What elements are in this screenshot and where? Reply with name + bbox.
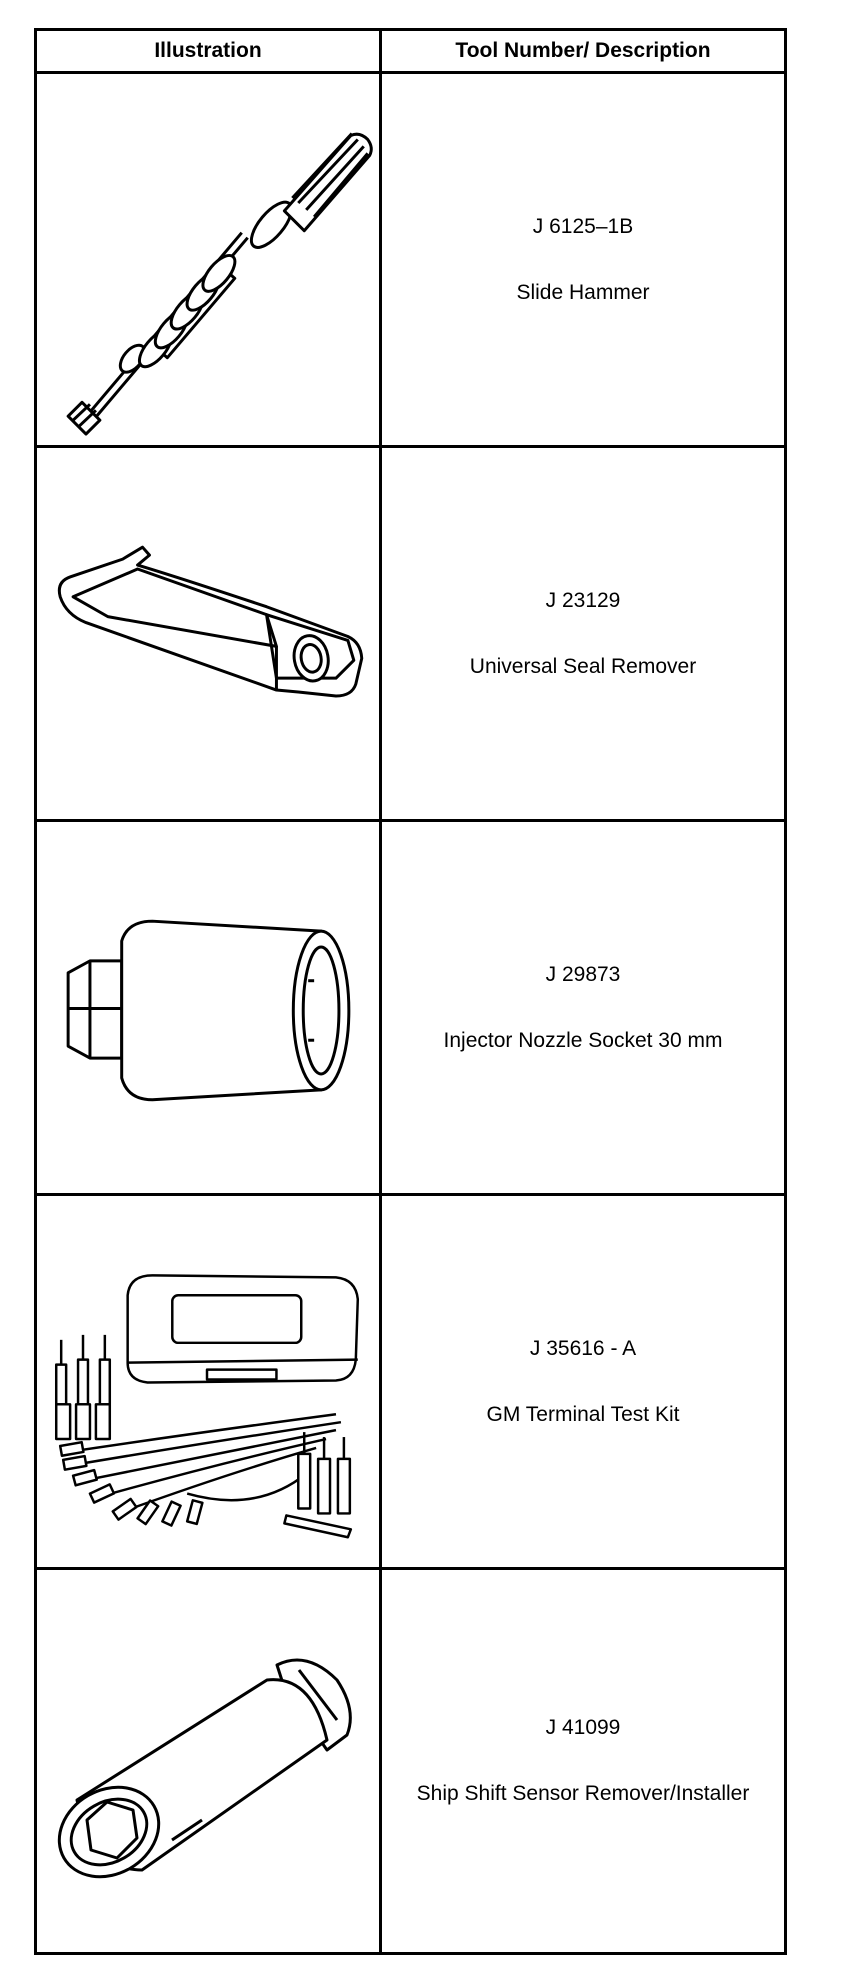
tool-description-cell	[382, 822, 784, 1193]
tool-number: J 6125–1B	[532, 214, 634, 238]
table-row	[37, 1196, 784, 1570]
tool-description: Slide Hammer	[516, 280, 650, 304]
tool-description-cell	[382, 448, 784, 819]
tool-description: GM Terminal Test Kit	[486, 1402, 680, 1426]
table-row	[37, 74, 784, 448]
tool-number: J 41099	[545, 1716, 621, 1739]
tool-description: Universal Seal Remover	[469, 654, 697, 678]
tool-description: Ship Shift Sensor Remover/Installer	[416, 1782, 750, 1805]
terminal-test-kit-icon	[37, 1196, 379, 1567]
shift-sensor-socket-icon	[37, 1570, 379, 1952]
header-tool-number-description: Tool Number/ Description	[455, 39, 711, 62]
header-illustration: Illustration	[154, 39, 262, 62]
tool-number: J 23129	[545, 588, 621, 612]
tool-description-cell	[382, 74, 784, 445]
tool-description-cell	[382, 1570, 784, 1952]
nozzle-socket-icon	[37, 822, 379, 1193]
table-row	[37, 448, 784, 822]
table-row	[37, 1570, 784, 1952]
seal-remover-icon	[37, 448, 379, 819]
tool-description: Injector Nozzle Socket 30 mm	[443, 1028, 723, 1052]
slide-hammer-icon	[37, 74, 379, 445]
tool-table	[34, 28, 787, 1955]
tool-number: J 29873	[545, 962, 621, 986]
tool-number: J 35616 - A	[529, 1336, 637, 1360]
table-header	[37, 31, 784, 74]
tool-description-cell	[382, 1196, 784, 1567]
table-row	[37, 822, 784, 1196]
